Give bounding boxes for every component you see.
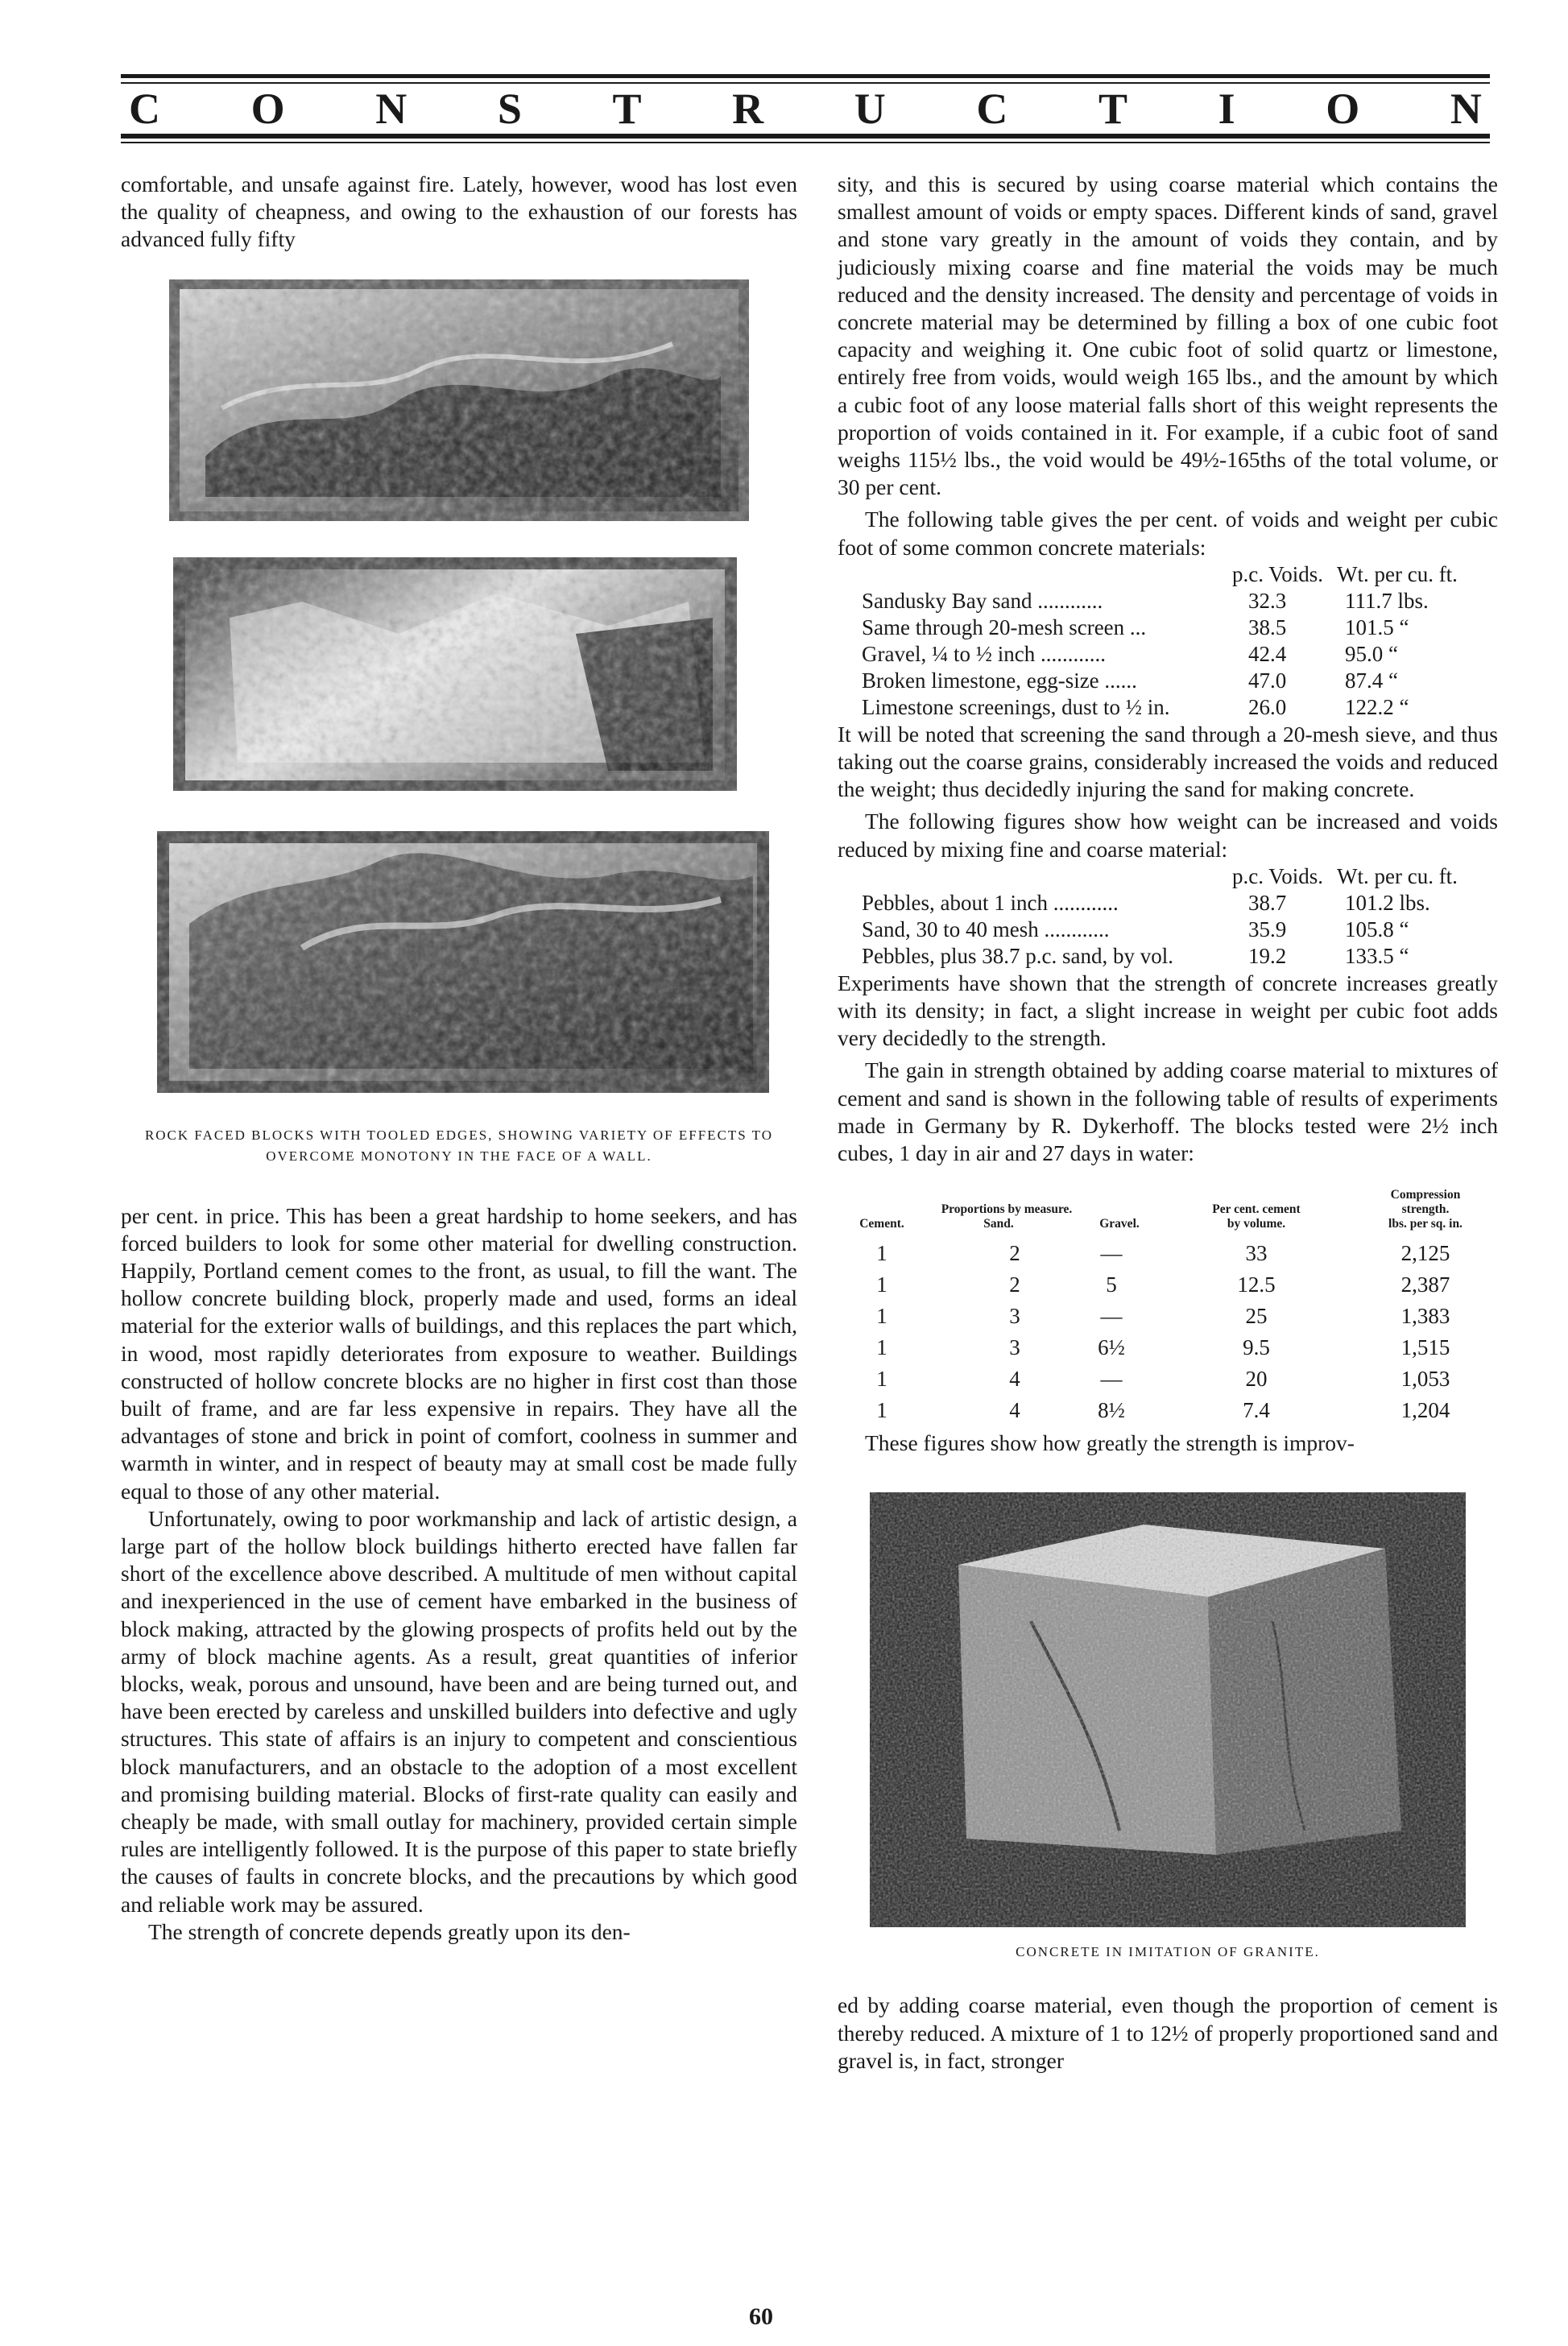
right-column [838,171,1498,2075]
masthead-letter: N [1450,85,1482,133]
weight-header: Wt. per cu. ft. [1337,561,1458,586]
block-2 [173,557,737,791]
right-paragraph-1: sity, and this is secured by using coarse material which contains the smallest amount of voids or empty spaces. Different kinds of sand, gravel and stone vary greatly in the amount of voids they contain, and by judiciously mixing coarse and fine material the voids may be much reduced and the density increased. The density and percentage of voids in concrete material may be determined by filling a box of one cubic foot capacity and weighing it. One cubic foot of solid quartz or limestone, entirely free from voids, would weigh 165 lbs., and the amount by which a cubic foot of any loose material falls short of this weight represents the proportion of voids contained in it. For example, if a cubic foot of sand weighs 115½ lbs., the void would be 49½-165ths of the total volume, or 30 per cent. [838,172,1498,500]
mixing-table-header [838,863,1498,890]
left-paragraph-3: Unfortunately, owing to poor workmanship and lack of artistic design, a large part of the hollow block buildings hitherto erected have fallen far short of the excellence above described. A multitude of men without capital and inexperienced in the use of cement have embarked in the business of block making, attracted by the glowing prospects of profits held out by the army of block machine agents. As a result, great quantities of inferior blocks, weak, porous and unsound, have been and are being turned out, and have been erected by careless and unskilled builders into defective and ugly structures. This state of affairs is an injury to competent and conscientious block manufacturers, and an obstacle to the adoption of a most excellent and promising building material. Blocks of first-rate quality can easily and cheaply be made, with small outlay for machinery, provided certain simple rules are intelligently followed. It is the purpose of this paper to state briefly the causes of faults in concrete blocks, and the precautions by which good and reliable work may be assured. [121,1505,797,1917]
right-paragraph-4: The following figures show how weight can be increased and voids reduced by mixing fine and coarse material: [838,809,1498,862]
table-row: Gravel, ¼ to ½ inch ............ 42.4 95.0 “ [862,641,1398,666]
right-paragraph-7: These figures show how greatly the strength is improv- [865,1430,1355,1456]
table-row: Pebbles, about 1 inch ............ 38.7 101.2 lbs. [862,890,1430,915]
masthead-letter: O [1326,85,1360,133]
table-row: Sand, 30 to 40 mesh ............ 35.9 105.8 “ [862,916,1409,941]
table-row: 1 2 5 12.5 2,387 [876,1272,1450,1297]
masthead-letter: T [1098,85,1127,133]
rock-faced-blocks-image [157,279,769,1117]
left-photo-caption: ROCK FACED BLOCKS WITH TOOLED EDGES, SHOWING VARIETY OF EFFECTS TO OVERCOME MONOTONY IN THE FACE OF A WALL. [144,1127,774,1164]
table-row: 1 3 — 25 1,383 [876,1304,1450,1329]
table-row: 1 4 8½ 7.4 1,204 [876,1398,1450,1423]
granite-block-image [870,1492,1466,1927]
table-row: Same through 20-mesh screen ... 38.5 101.5 “ [862,614,1409,639]
masthead-rule-mid [121,82,1490,84]
left-paragraph-1: comfortable, and unsafe against fire. Lately, however, wood has lost even the quality of cheapness, and owing to the exhaustion of our forests has advanced fully fifty [121,172,797,252]
left-column [121,171,797,1946]
page-number: 60 [749,2303,773,2330]
right-paragraph-8: ed by adding coarse material, even though the proportion of cement is thereby reduced. A mixture of 1 to 12½ of properly proportioned sand and gravel is, in fact, stronger [838,1992,1498,2073]
masthead [121,74,1490,151]
voids-header: p.c. Voids. [1232,561,1324,586]
masthead-letter: N [375,85,408,133]
right-photo-caption: CONCRETE IN IMITATION OF GRANITE. [1016,1944,1320,1960]
voids-header: p.c. Voids. [1232,863,1324,888]
masthead-rule-bottom-thin [121,142,1490,143]
compression-table-header: Proportions by measure. Cement. Sand. Gravel. Per cent. cement by volume. Compression strength. lbs. per sq. in. [859,1188,1463,1231]
table-row: Broken limestone, egg-size ...... 47.0 87.4 “ [862,668,1398,693]
compression-table [838,1188,1498,1426]
right-paragraph-2: The following table gives the per cent. of voids and weight per cubic foot of some common concrete materials: [838,507,1498,560]
left-paragraph-2: per cent. in price. This has been a great hardship to home seekers, and has forced builders to look for some other material for dwelling construction. Happily, Portland cement comes to the front, as usual, to fill the want. The hollow concrete building block, properly made and used, forms an ideal material for the exterior walls of buildings, and this replaces the part which, in wood, most rapidly deteriorates from exposure to weather. Buildings constructed of hollow concrete blocks are no higher in first cost than those built of frame, and are far less expensive in repairs. They have all the advantages of stone and brick in point of comfort, coolness in summer and warmth in winter, and in respect of beauty may at small cost be made fully equal to those of any other material. [121,1202,797,1504]
weight-header: Wt. per cu. ft. [1337,863,1458,888]
table-row: Pebbles, plus 38.7 p.c. sand, by vol. 19.2 133.5 “ [862,943,1409,968]
right-paragraph-5: Experiments have shown that the strength of concrete increases greatly with its density; in fact, a slight increase in weight per cubic foot adds very decidedly to the strength. [838,970,1498,1051]
masthead-letter: I [1218,85,1235,133]
table-row: Sandusky Bay sand ............ 32.3 111.7 lbs. [862,588,1429,613]
left-paragraph-4: The strength of concrete depends greatly upon its den- [148,1918,631,1944]
masthead-letter: T [612,85,642,133]
masthead-rule-bottom [121,134,1490,139]
voids-table [838,561,1498,721]
right-paragraph-3: It will be noted that screening the sand through a 20-mesh sieve, and thus taking out the coarse grains, considerably increased the voids and reduced the weight; thus decidedly injuring the sand for making concrete. [838,721,1498,802]
mixing-table [838,863,1498,970]
masthead-rule-top [121,74,1490,78]
masthead-letter: C [976,85,1008,133]
table-row: 1 4 — 20 1,053 [876,1367,1450,1392]
masthead-letter: U [854,85,886,133]
voids-table-header [838,561,1498,588]
rock-faced-blocks-photo [157,279,797,1117]
masthead-letter: C [129,85,160,133]
table-row: Limestone screenings, dust to ½ in. 26.0 122.2 “ [862,694,1409,719]
table-row: 1 3 6½ 9.5 1,515 [876,1335,1450,1360]
block-3 [157,831,769,1093]
masthead-letter: S [497,85,522,133]
masthead-letter: R [732,85,764,133]
masthead-letter: O [250,85,285,133]
right-paragraph-6: The gain in strength obtained by adding coarse material to mixtures of cement and sand is shown in the following table of results of experiments made in Germany by R. Dykerhoff. The blocks tested were 2½ inch cubes, 1 day in air and 27 days in water: [838,1057,1498,1166]
masthead-title [129,85,1482,132]
block-1 [169,279,749,521]
granite-imitation-photo [870,1492,1498,1927]
table-row: 1 2 — 33 2,125 [876,1241,1450,1266]
